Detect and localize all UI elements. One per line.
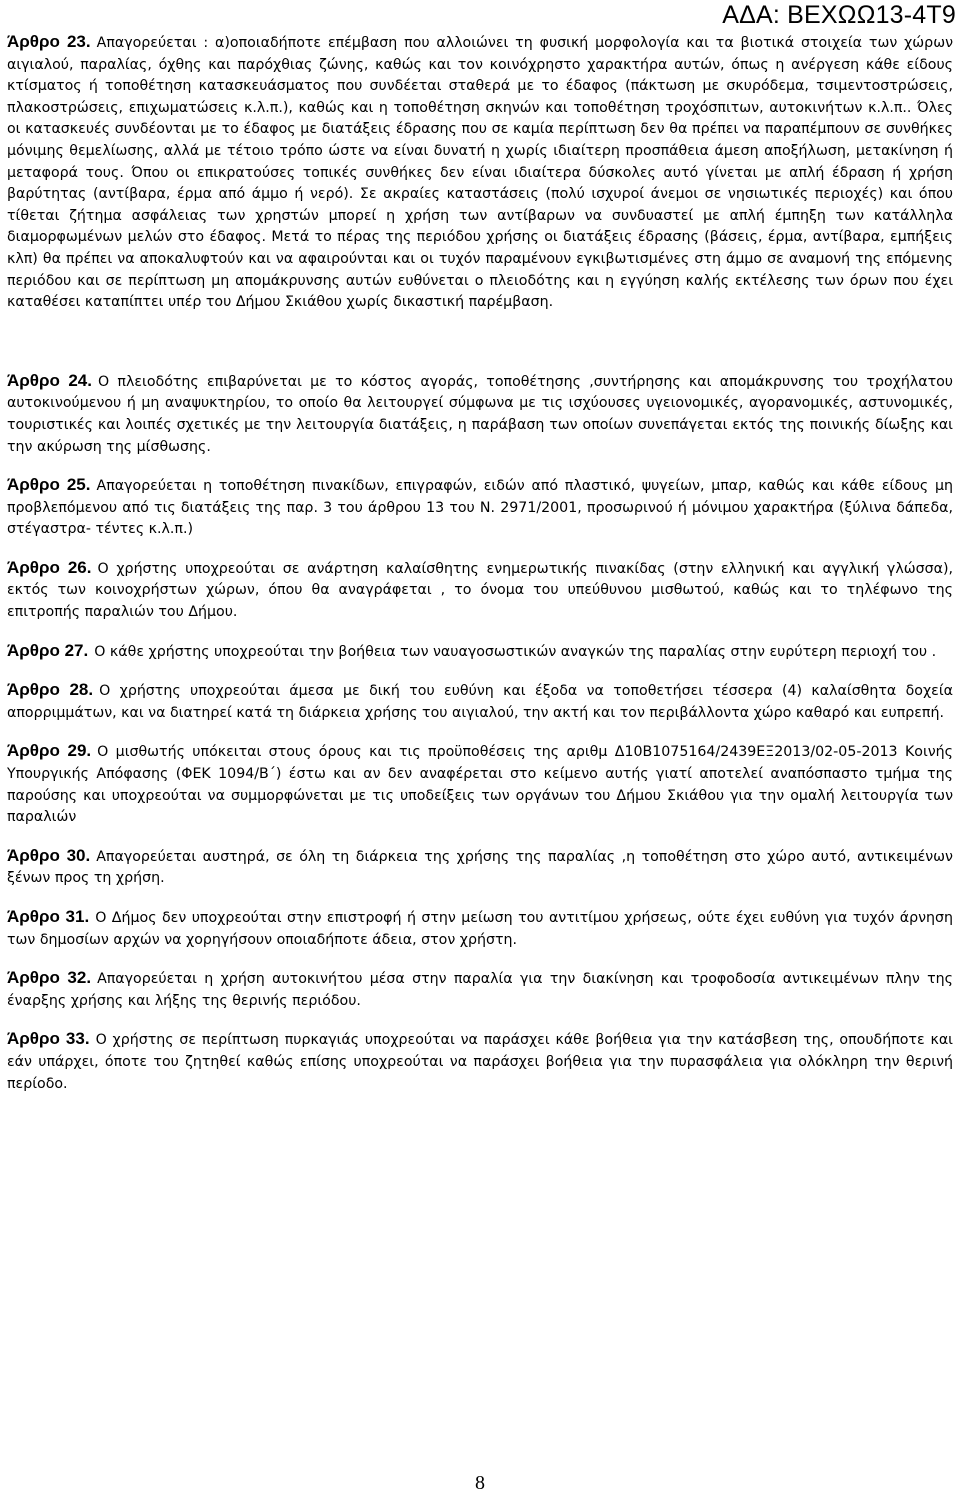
article-text: Ο χρήστης σε περίπτωση πυρκαγιάς υποχρεούται να παράσχει κάθε βοήθεια για την κατάσβεση της, οπουδήποτε και εάν υπάρχει, όποτε του ζητηθεί καθώς επίσης υποχρεούται να παράσχει βοήθεια για την πυρασφάλεια για ολόκληρη την θερινή περίοδο. [7,1032,953,1092]
article-27 [7,640,953,664]
article-24 [7,370,953,458]
article-text: Ο πλειοδότης επιβαρύνεται με το κόστος αγοράς, τοποθέτησης ,συντήρησης και απομάκρυνσης του τροχήλατου αυτοκινούμενου ή μη αναψυκτηρίου, το οποίο θα λειτουργεί σύμφωνα με τις ισχύουσες υγειονομικές, αγορανομικές, αστυνομικές, τουριστικές και λοιπές σχετικές με την λειτουργία διατάξεις, η παράβαση των οποίων συνεπάγεται εκτός της ποινικής δίωξης και την ακύρωση της μίσθωσης. [7,373,953,455]
article-25 [7,474,953,541]
article-heading: Άρθρο 27. [7,640,89,660]
article-28 [7,679,953,724]
article-29 [7,740,953,828]
article-heading: Άρθρο 28. [7,680,94,700]
article-text: Ο κάθε χρήστης υποχρεούται την βοήθεια των ναυαγοσωστικών αναγκών της παραλίας στην ευρύτερη περιοχή του . [94,643,937,660]
article-heading: Άρθρο 26. [7,557,92,577]
article-text: Ο μισθωτής υπόκειται στους όρους και τις προϋποθέσεις της αριθμ Δ10Β1075164/2439ΕΞ2013/02-05-2013 Κοινής Υπουργικής Απόφασης (ΦΕΚ 1094/Β΄) έστω και αν δεν αναφέρεται στο κείμενο αυτής γιατί αποτελεί αναπόσπαστο τμήμα της παρούσης και υποχρεούται να συμμορφώνεται με τις υποδείξεις των οργάνων του Δήμου Σκιάθου για την ομαλή λειτουργία των παραλιών [7,744,953,826]
article-heading: Άρθρο 30. [7,845,91,865]
article-32 [7,967,953,1012]
article-heading: Άρθρο 24. [7,370,92,390]
article-text: Ο χρήστης υποχρεούται άμεσα με δική του ευθύνη και έξοδα να τοποθετήσει τέσσερα (4) καλαίσθητα δοχεία απορριμμάτων, και να διατηρεί κατά τη διάρκεια χρήσης του αιγιαλού, την ακτή και τον περιβάλλοντα χώρο καθαρό και ευπρεπή. [7,683,953,721]
article-text: Απαγορεύεται η τοποθέτηση πινακίδων, επιγραφών, ειδών από πλαστικό, ψυγείων, μπαρ, καθώς και κάθε είδους μη προβλεπόμενου από τις διατάξεις της παρ. 3 του άρθρου 13 του Ν. 2971/2001, προσωρινού ή μόνιμου χαρακτήρα (ξύλινα δάπεδα, στέγαστρα- τέντες κ.λ.π.) [7,478,954,538]
article-heading: Άρθρο 25. [7,475,91,495]
article-23 [7,31,953,314]
article-text: Ο χρήστης υποχρεούται σε ανάρτηση καλαίσθητης ενημερωτικής πινακίδας (στην ελληνική και αγγλική γλώσσα), εκτός των κοινοχρήστων χώρων, όπου θα αναγράφεται , το όνομα του υπεύθυνου μισθωτού, καθώς και το τηλέφωνο της επιτροπής παραλιών του Δήμου. [7,560,953,621]
article-heading: Άρθρο 32. [7,968,92,988]
article-33 [7,1028,953,1095]
article-text: Απαγορεύεται η χρήση αυτοκινήτου μέσα στην παραλία για την διακίνηση και τροφοδοσία αντικειμένων πλην της έναρξης χρήσης και λήξης της θερινής περιόδου. [7,971,954,1009]
article-26 [7,557,953,624]
article-heading: Άρθρο 23. [7,32,91,51]
ada-code: ΑΔΑ: ΒΕΧΩΩ13-4Τ9 [722,1,956,29]
page-number: 8 [475,1472,485,1494]
article-31 [7,906,953,951]
article-text: Ο Δήμος δεν υποχρεούται στην επιστροφή ή στην μείωση του αντιτίμου χρήσεως, ούτε έχει ευθύνη για τυχόν άρνηση των δημοσίων αρχών να χορηγήσουν οποιαδήποτε άδεια, στον χρήστη. [7,910,953,948]
document-body [7,31,953,1095]
article-heading: Άρθρο 33. [7,1029,90,1049]
article-text: Απαγορεύεται : α)οποιαδήποτε επέμβαση που αλλοιώνει τη φυσική μορφολογία και τα βιοτικά στοιχεία των χώρων αιγιαλού, παραλίας, όχθης και παρόχθιας ζώνης, καθώς και τον κοινόχρηστο χαρακτήρα αυτών, όπως η ανέργεση κάθε είδους κτίσματος ή τοποθέτηση κατασκευάσματος που συνδέεται σταθερά με το έδαφος (πάκτωση με σκυρόδεμα, τσιμεντοστρώσεις, πλακοστρώσεις, επιχωματώσεις κ.λ.π.), καθώς και η τοποθέτηση σκηνών και τοποθέτηση τροχόσπιτων, αυτοκινήτων κ.λ.π.. Όλες οι κατασκευές συνδέονται με το έδαφος με διατάξεις έδρασης που σε καμία περίπτωση δεν θα πρέπει να παραπέμπουν σε συνθήκες μόνιμης θεμελίωσης, αλλά με τέτοιο τρόπο ώστε να είναι δυνατή η χωρίς ιδιαίτερη προσπάθεια άμεση αποξήλωση, μετακίνηση ή μεταφορά τους. Όπου οι επικρατούσες τοπικές συνθήκες δεν είναι ιδιαίτερα δύσκολες αυτό γίνεται με απλή έδραση ή χρήση βαρύτητας (αντίβαρα, έρμα από άμμο ή νερό). Σε ακραίες καταστάσεις (πολύ ισχυροί άνεμοι σε νησιωτικές περιοχές) και όπου τίθεται ζήτημα ασφάλειας των χρηστών μπορεί η χρήση των αντίβαρων να συνδυαστεί με απλή έμπηξη των κατάλληλα διαμορφωμένων μελών στο έδαφος. Μετά το πέρας της περιόδου χρήσης οι διατάξεις έδρασης (βάσεις, έρμα, αντίβαρα, εμπήξεις κλπ) θα πρέπει να αποκαλυφτούν και να αφαιρούνται και οι τυχόν παραμένουν εγκιβωτισμένες στη άμμο σε αναμονή της επόμενης περιόδου και σε περίπτωση μη απομάκρυνσης αυτών ευθύνεται ο πλειοδότης και η εγγύηση καλής εκτέλεσης των όρων που έχει καταθέσει καταπίπτει υπέρ του Δήμου Σκιάθου χωρίς δικαστική παρέμβαση. [7,35,953,311]
article-heading: Άρθρο 29. [7,741,92,761]
article-30 [7,845,953,890]
article-text: Απαγορεύεται αυστηρά, σε όλη τη διάρκεια της χρήσης της παραλίας ,η τοποθέτηση στο χώρο αυτό, αντικειμένων ξένων προς τη χρήση. [7,848,953,887]
article-heading: Άρθρο 31. [7,907,90,926]
